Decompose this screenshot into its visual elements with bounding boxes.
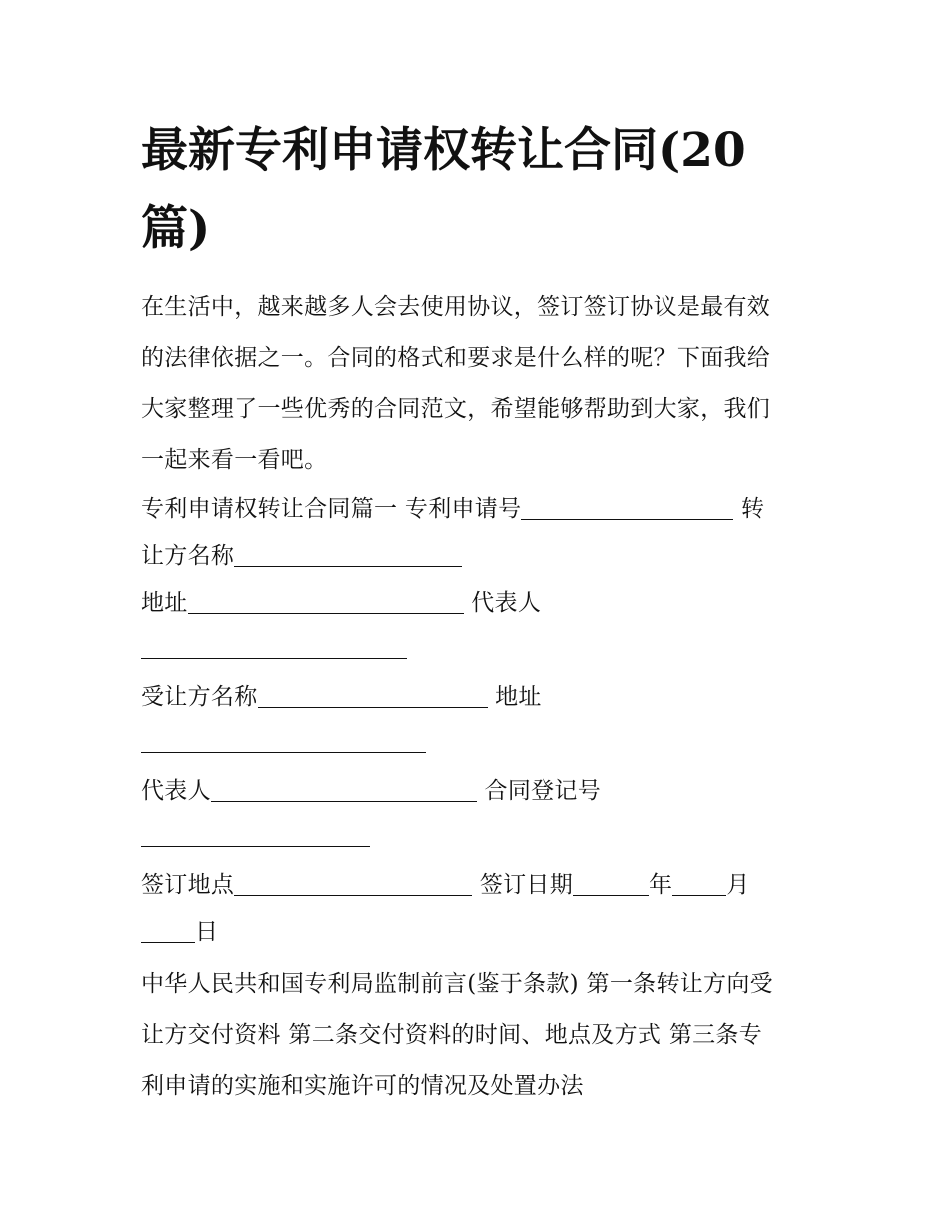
- blank-transferee-representative: [211, 800, 477, 802]
- contract-form: [141, 486, 821, 956]
- blank-transferee-name: [258, 706, 488, 708]
- blank-signing-place: [234, 894, 472, 896]
- form-label: 代表人: [463, 590, 542, 616]
- form-label: 专利申请权转让合同篇一 专利申请号: [141, 496, 522, 522]
- form-label: 代表人: [141, 778, 211, 804]
- intro-line: 在生活中，越来越多人会去使用协议，签订签订协议是最有效: [141, 294, 771, 320]
- form-label: 日: [195, 919, 219, 945]
- form-label: 合同登记号: [476, 778, 602, 804]
- blank-transferor-representative: [141, 657, 407, 659]
- form-row-transferor-address: [141, 580, 821, 627]
- document-title: [141, 112, 821, 268]
- form-row-signing-place-date: [141, 862, 821, 909]
- form-label: 签订日期: [472, 872, 574, 898]
- form-label: 月: [726, 872, 750, 898]
- blank-signing-month: [672, 894, 726, 896]
- clause-line: 中华人民共和国专利局监制前言(鉴于条款) 第一条转让方向受: [141, 971, 773, 997]
- blank-transferor-address: [188, 612, 464, 614]
- blank-signing-day: [141, 941, 195, 943]
- blank-transferor-name: [234, 565, 462, 567]
- form-row-transferee-name: [141, 674, 821, 721]
- form-row-transferee-address: [141, 721, 821, 768]
- form-row-registration-number: [141, 815, 821, 862]
- intro-line: 的法律依据之一。合同的格式和要求是什么样的呢？下面我给: [141, 345, 771, 371]
- document-content: [141, 112, 821, 1112]
- intro-paragraph: [141, 282, 821, 486]
- form-row-transferee-representative: [141, 768, 821, 815]
- form-label: 让方名称: [141, 543, 235, 569]
- clauses-paragraph: [141, 959, 821, 1112]
- title-line-2: 篇): [141, 201, 211, 256]
- title-line-1: 最新专利申请权转让合同(20: [141, 123, 746, 178]
- form-label: 受让方名称: [141, 684, 258, 710]
- intro-line: 一起来看一看吧。: [141, 447, 328, 473]
- blank-registration-number: [141, 845, 370, 847]
- form-label: 地址: [487, 684, 542, 710]
- form-row-application-number: [141, 486, 821, 533]
- blank-signing-year: [573, 894, 649, 896]
- blank-application-number: [521, 518, 733, 520]
- form-label: 签订地点: [141, 872, 235, 898]
- form-label: 转: [733, 496, 765, 522]
- form-label: 年: [649, 872, 673, 898]
- form-row-signing-day: [141, 909, 821, 956]
- form-label: 地址: [141, 590, 188, 616]
- form-row-transferor-representative: [141, 627, 821, 674]
- blank-transferee-address: [141, 751, 426, 753]
- clause-line: 利申请的实施和实施许可的情况及处置办法: [141, 1073, 584, 1099]
- intro-line: 大家整理了一些优秀的合同范文，希望能够帮助到大家，我们: [141, 396, 771, 422]
- clause-line: 让方交付资料 第二条交付资料的时间、地点及方式 第三条专: [141, 1022, 763, 1048]
- form-row-transferor-name: [141, 533, 821, 580]
